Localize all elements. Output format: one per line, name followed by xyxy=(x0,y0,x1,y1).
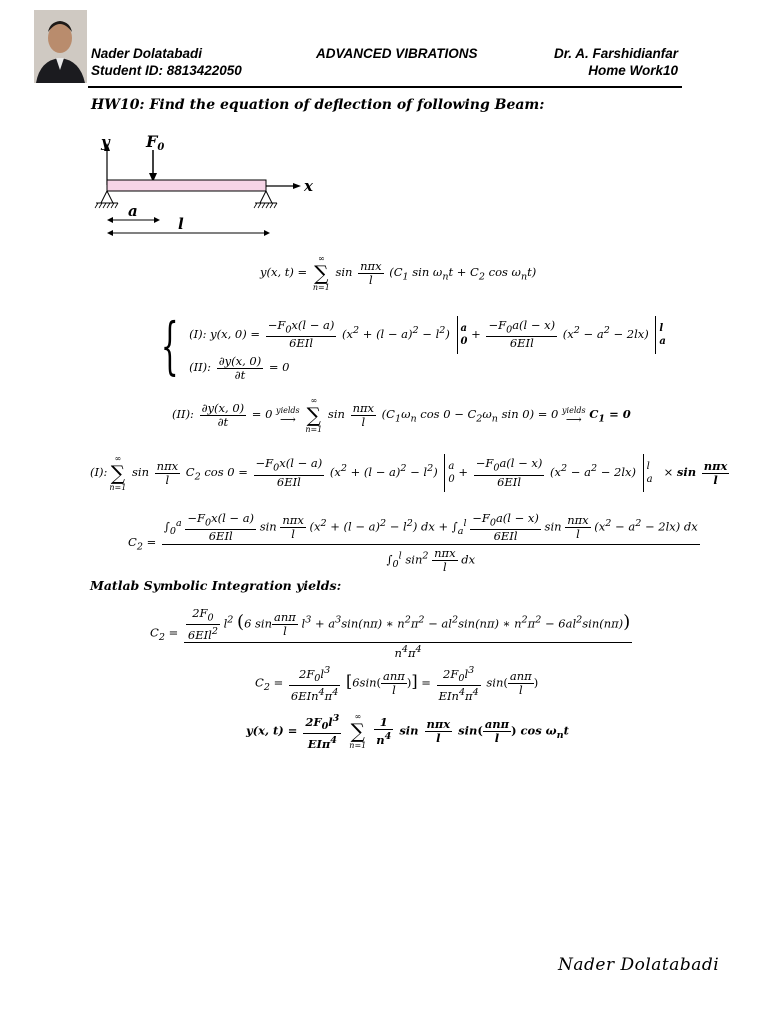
beam xyxy=(107,180,266,191)
x-label: x xyxy=(304,177,313,195)
eq-matlab-result: $C_2$ = $\frac{2F_0}{6EIl^2}$ $l^2$ (6 sin $\frac{\text{anπ}}{l}$ $l^3 + a^3\sin(n\pi)$ ∗ $n^2\pi^2 - al^2\sin(n\pi)$ ∗ $n^2\pi^2 - 6al^2\sin(n\pi)$) $n^4\pi^4$ xyxy=(150,606,631,660)
assignment-label: Home Work10 xyxy=(588,63,678,78)
eq-c1-zero: (II): $\frac{\partial y(x, 0)}{\partial t}$ = 0 yields ⟶ ∞ ∑ n=1 sin $\frac{\text{nπx}}{l}$ ($C_1\omega_n$ $\cos 0 - C_2\omega_n$ sin 0) = 0 yields ⟶ $C_1 = 0$ xyxy=(172,396,631,434)
header-rule xyxy=(88,86,682,88)
right-support xyxy=(260,191,272,203)
left-support xyxy=(101,191,113,203)
l-label: l xyxy=(178,215,184,233)
signature: Nader Dolatabadi xyxy=(558,955,720,975)
eq-general-solution: y(x, t) = ∞ ∑ n=1 sin $\frac{\text{nπx}}{l}$ ($C_1$ $\sin \omega_nt + C_2$ $\cos \omega_nt$) xyxy=(260,254,537,292)
beam-diagram xyxy=(88,125,328,240)
force-label: F0 xyxy=(146,132,165,153)
eq-final-deflection: y(x, t) = $\frac{2F_0l^3}{EI\pi^4}$ ∞ ∑ n=1 $\frac{1}{n^4}$ sin $\frac{\text{nπx}}{l}$ sin( $\frac{\text{anπ}}{l}$ ) $\cos \omega_nt$ xyxy=(246,712,569,751)
a-label: a xyxy=(128,202,138,220)
student-photo xyxy=(34,10,87,83)
student-name: Nader Dolatabadi xyxy=(91,46,203,61)
eq-c2-integral: $C_2$ = $\int_0^a$ $\frac{-F_0x(l - a)}{\text{6EIl}}$ sin $\frac{\text{nπx}}{l}$ $(x^2 + (l - a)^2 - l^2)$ dx + $\int_a^l$ $\frac{-F_0a(l - x)}{\text{6EIl}}$ sin $\frac{\text{nπx}}{l}$ $(x^2 - a^2 - 2lx)$ dx $\int_0^l$ $\sin^2$ $\frac{\text{nπx}}{l}$ dx xyxy=(128,511,698,575)
student-id: Student ID: 8813422050 xyxy=(91,63,242,78)
y-label: y xyxy=(101,133,110,151)
section-label: Matlab Symbolic Integration yields: xyxy=(90,578,342,593)
eq-initial-conditions: { (I): y(x, 0) = $\frac{-F_0x(l - a)}{\text{6EIl}}$ $(x^2 + (l - a)^2 - l^2)$ a 0 + $\frac{-F_0a(l - x)}{\text{6EIl}}$ $(x^2 - a^2 - 2lx)$ l a (II): $\frac{\partial y(x, 0)}{\partial t}$ = 0 xyxy=(160,309,666,382)
eq-condition-one: (I): ∞ ∑ n=1 sin $\frac{\text{nπx}}{l}$ $C_2$ cos 0 = $\frac{-F_0x(l - a)}{\text{6EIl}}$ $(x^2 + (l - a)^2 - l^2)$ a 0 + $\frac{-F_0a(l - x)}{\text{6EIl}}$ $(x^2 - a^2 - 2lx)$ l a × sin $\frac{\text{nπx}}{l}$ xyxy=(90,454,728,492)
eq-c2-simplified: $C_2$ = $\frac{2F_0l^3}{6EIn^4\pi^4}$ [6sin( $\frac{\text{anπ}}{l}$ )] = $\frac{2F_0l^3}{EIn^4\pi^4}$ sin( $\frac{\text{anπ}}{l}$ ) xyxy=(255,665,539,703)
instructor-name: Dr. A. Farshidianfar xyxy=(553,46,678,61)
course-title: ADVANCED VIBRATIONS xyxy=(316,46,478,61)
question-text: HW10: Find the equation of deflection of following Beam: xyxy=(91,97,545,113)
